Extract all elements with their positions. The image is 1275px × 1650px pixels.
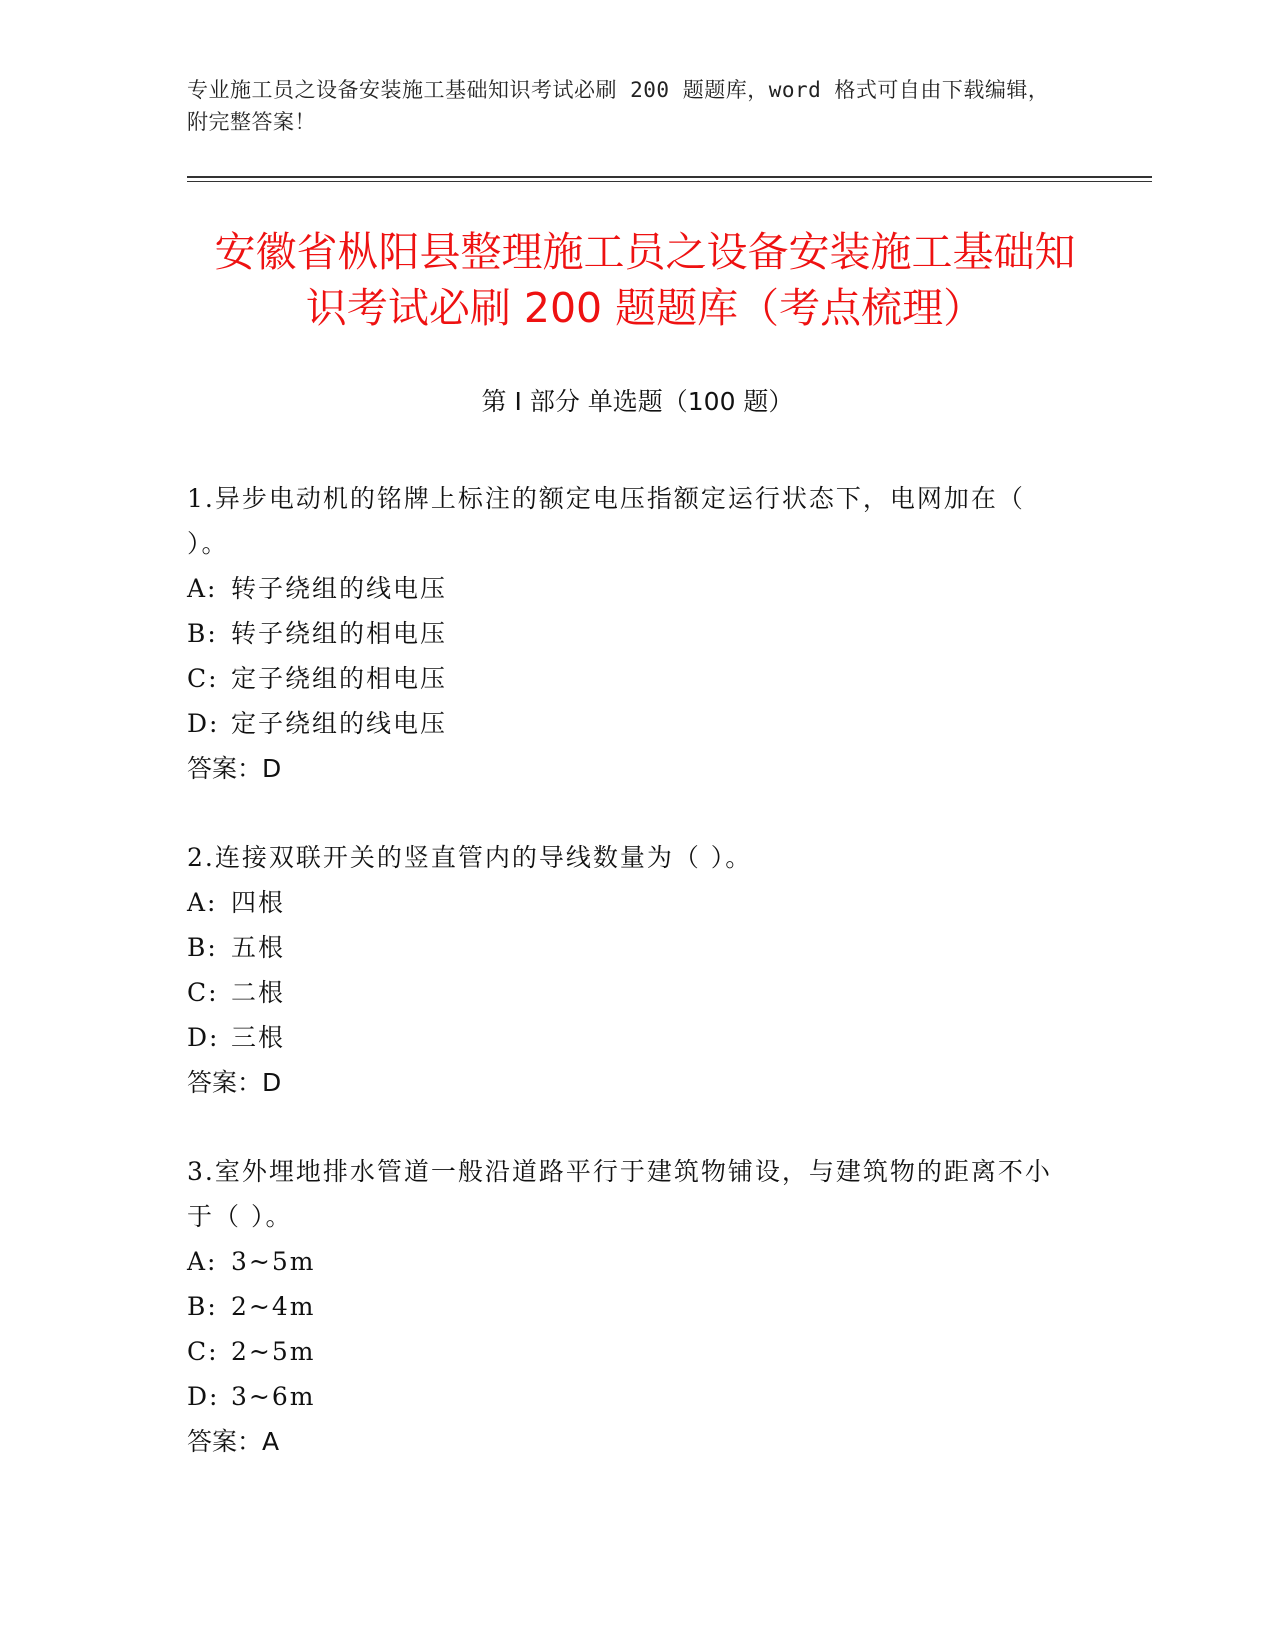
option-key: B:: [187, 619, 218, 648]
option-text: 定子绕组的线电压: [231, 709, 448, 738]
option-c: [187, 970, 1067, 1015]
option-text: 2~4m: [231, 1292, 316, 1321]
option-key: A:: [187, 1247, 218, 1276]
option-text: 3~6m: [231, 1382, 316, 1411]
option-text: 四根: [231, 888, 286, 917]
option-c: [187, 656, 1067, 701]
answer-line: 答案：A: [187, 1427, 280, 1456]
question-1: [187, 476, 1067, 791]
header-divider-thin: [187, 181, 1152, 182]
option-a: [187, 566, 1067, 611]
option-d: [187, 701, 1067, 746]
question-stem: 2.连接双联开关的竖直管内的导线数量为（ ）。: [187, 843, 753, 872]
option-d: [187, 1374, 1067, 1419]
option-text: 转子绕组的相电压: [231, 619, 448, 648]
header-divider-thick: [187, 176, 1152, 178]
option-text: 2~5m: [231, 1337, 316, 1366]
option-text: 定子绕组的相电压: [231, 664, 448, 693]
option-text: 3~5m: [231, 1247, 316, 1276]
option-key: B:: [187, 933, 218, 962]
answer-line: 答案：D: [187, 754, 282, 783]
question-2: [187, 835, 1067, 1105]
option-key: D:: [187, 709, 220, 738]
option-key: D:: [187, 1382, 220, 1411]
option-text: 二根: [231, 978, 286, 1007]
option-b: [187, 1284, 1067, 1329]
option-b: [187, 611, 1067, 656]
question-stem: 3.室外埋地排水管道一般沿道路平行于建筑物铺设，与建筑物的距离不小于（ ）。: [187, 1157, 1052, 1231]
section-title: 第 I 部分 单选题（100 题）: [481, 387, 794, 416]
option-b: [187, 925, 1067, 970]
option-d: [187, 1015, 1067, 1060]
question-stem: 1.异步电动机的铭牌上标注的额定电压指额定运行状态下，电网加在（ ）。: [187, 484, 1025, 558]
option-key: C:: [187, 978, 219, 1007]
option-text: 五根: [231, 933, 286, 962]
option-key: B:: [187, 1292, 218, 1321]
option-key: C:: [187, 664, 219, 693]
option-key: D:: [187, 1023, 220, 1052]
question-list: [187, 476, 1067, 1508]
option-key: A:: [187, 574, 218, 603]
option-text: 转子绕组的线电压: [231, 574, 448, 603]
option-text: 三根: [231, 1023, 286, 1052]
answer-line: 答案：D: [187, 1068, 282, 1097]
option-a: [187, 880, 1067, 925]
option-key: C:: [187, 1337, 219, 1366]
document-title: 安徽省枞阳县整理施工员之设备安装施工基础知识考试必刷 200 题题库（考点梳理）: [214, 228, 1076, 332]
option-c: [187, 1329, 1067, 1374]
header-note: 专业施工员之设备安装施工基础知识考试必刷 200 题题库，word 格式可自由下载编辑，附完整答案！: [187, 78, 1050, 134]
option-key: A:: [187, 888, 218, 917]
question-3: [187, 1149, 1067, 1464]
option-a: [187, 1239, 1067, 1284]
